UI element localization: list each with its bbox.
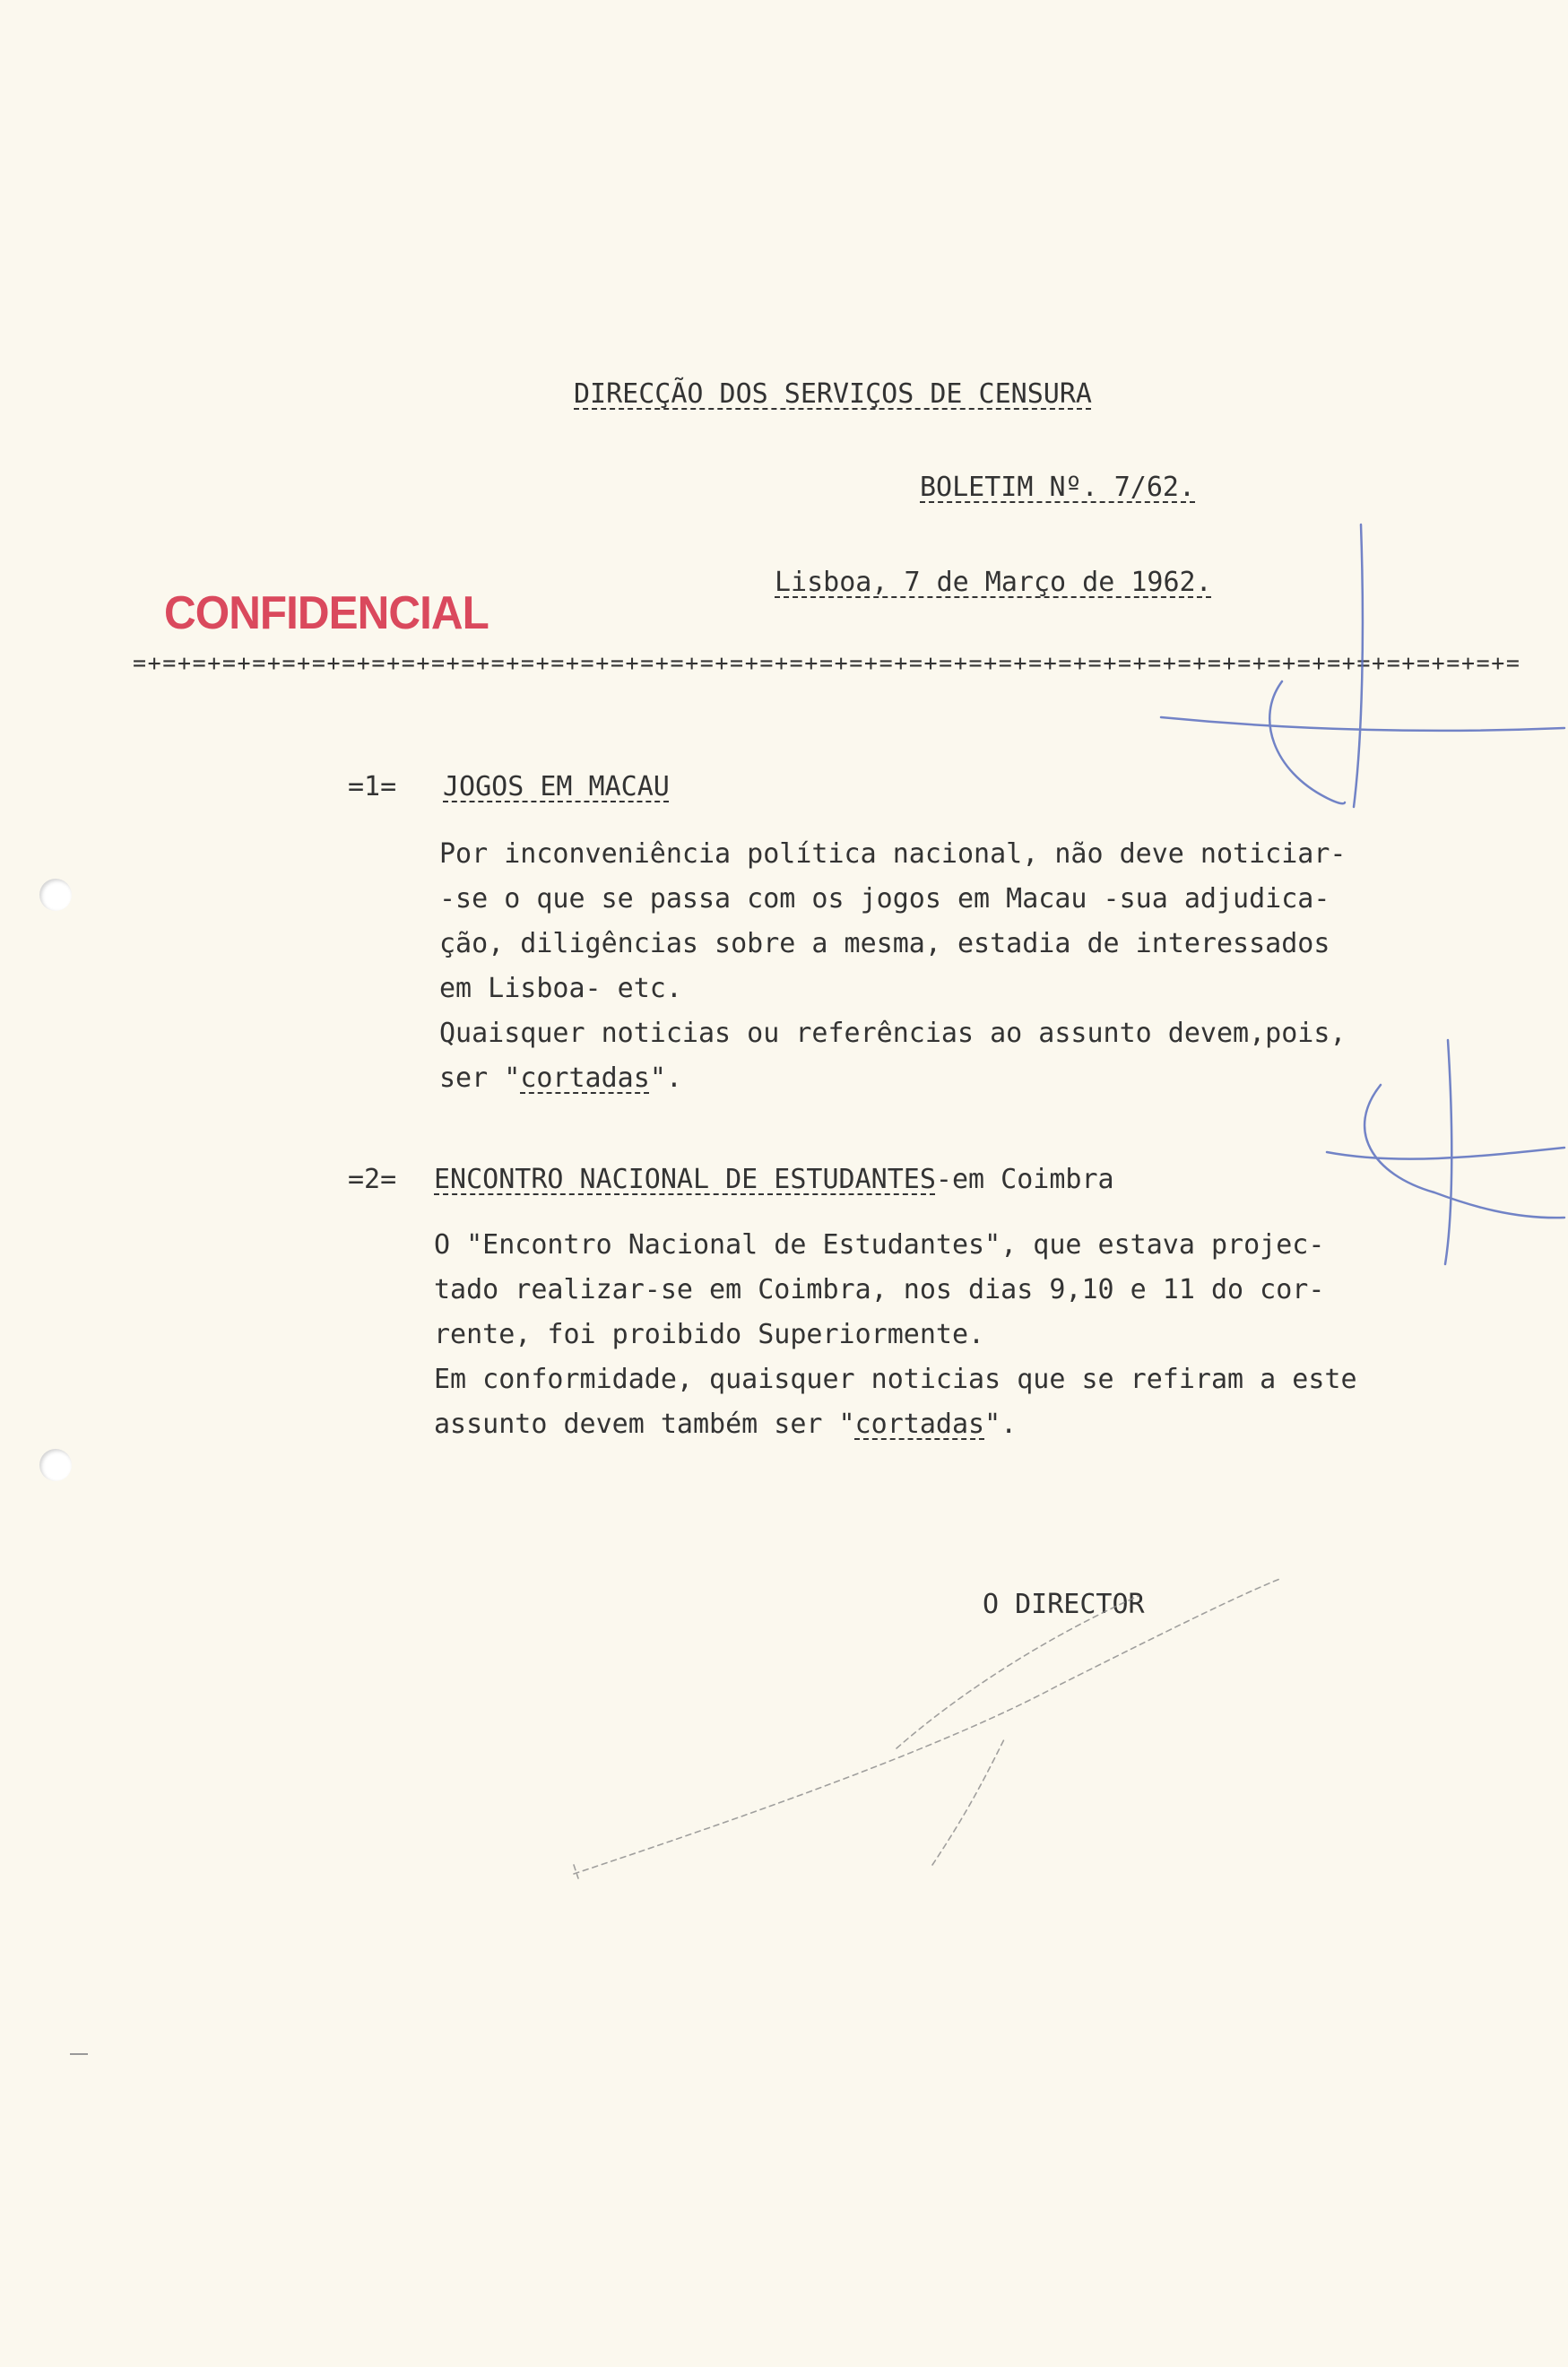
body-line: ção, diligências sobre a mesma, estadia de interessados [439, 928, 1330, 959]
item-title-suffix: -em Coimbra [935, 1164, 1114, 1195]
blue-line-lower [1327, 1148, 1564, 1159]
item-number: =1= [348, 771, 397, 802]
body-line: Em conformidade, quaisquer noticias que se refiram a este [434, 1364, 1357, 1395]
final-prefix: ser " [439, 1062, 521, 1094]
item-number: =2= [348, 1164, 397, 1195]
margin-mark [70, 2053, 88, 2055]
blue-curve-upper [1269, 681, 1345, 803]
signature-scribble-2 [897, 1596, 1139, 1748]
blue-check-mark-lower [1445, 1040, 1451, 1264]
blue-line-upper [1161, 717, 1564, 731]
item-title-text: ENCONTRO NACIONAL DE ESTUDANTES [434, 1164, 936, 1195]
body-line: tado realizar-se em Coimbra, nos dias 9,10 e 11 do cor- [434, 1274, 1325, 1305]
body-line: em Lisboa- etc. [439, 973, 682, 1004]
body-line: Por inconveniência política nacional, não deve noticiar- [439, 838, 1347, 870]
section-divider: =+=+=+=+=+=+=+=+=+=+=+=+=+=+=+=+=+=+=+=+=+=+=+=+=+=+=+=+=+=+=+=+=+=+=+=+=+=+=+=+=+=+=+=+=+=+= [133, 650, 1521, 676]
cortadas-underlined: cortadas [520, 1062, 650, 1094]
final-suffix: ". [984, 1409, 1018, 1440]
body-line: Quaisquer noticias ou referências ao assunto devem,pois, [439, 1018, 1347, 1049]
department-heading: DIRECÇÃO DOS SERVIÇOS DE CENSURA [574, 378, 1092, 410]
signature-label: O DIRECTOR [983, 1589, 1145, 1620]
item-title-text: JOGOS EM MACAU [443, 771, 670, 802]
cortadas-underlined: cortadas [854, 1409, 985, 1440]
signature-scribble-3 [932, 1739, 1004, 1865]
blue-check-mark-upper [1354, 525, 1363, 807]
final-suffix: ". [649, 1062, 682, 1094]
final-prefix: assunto devem também ser " [434, 1409, 855, 1440]
body-line: -se o que se passa com os jogos em Macau -sua adjudica- [439, 883, 1330, 915]
body-line: rente, foi proibido Superiormente. [434, 1319, 985, 1350]
body-line: O "Encontro Nacional de Estudantes", que estava projec- [434, 1229, 1325, 1261]
signature-tick [574, 1865, 578, 1878]
bulletin-number: BOLETIM Nº. 7/62. [920, 472, 1196, 503]
confidential-stamp: CONFIDENCIAL [164, 587, 489, 639]
place-date: Lisboa, 7 de Março de 1962. [775, 567, 1212, 598]
signature-scribble [574, 1578, 1282, 1874]
